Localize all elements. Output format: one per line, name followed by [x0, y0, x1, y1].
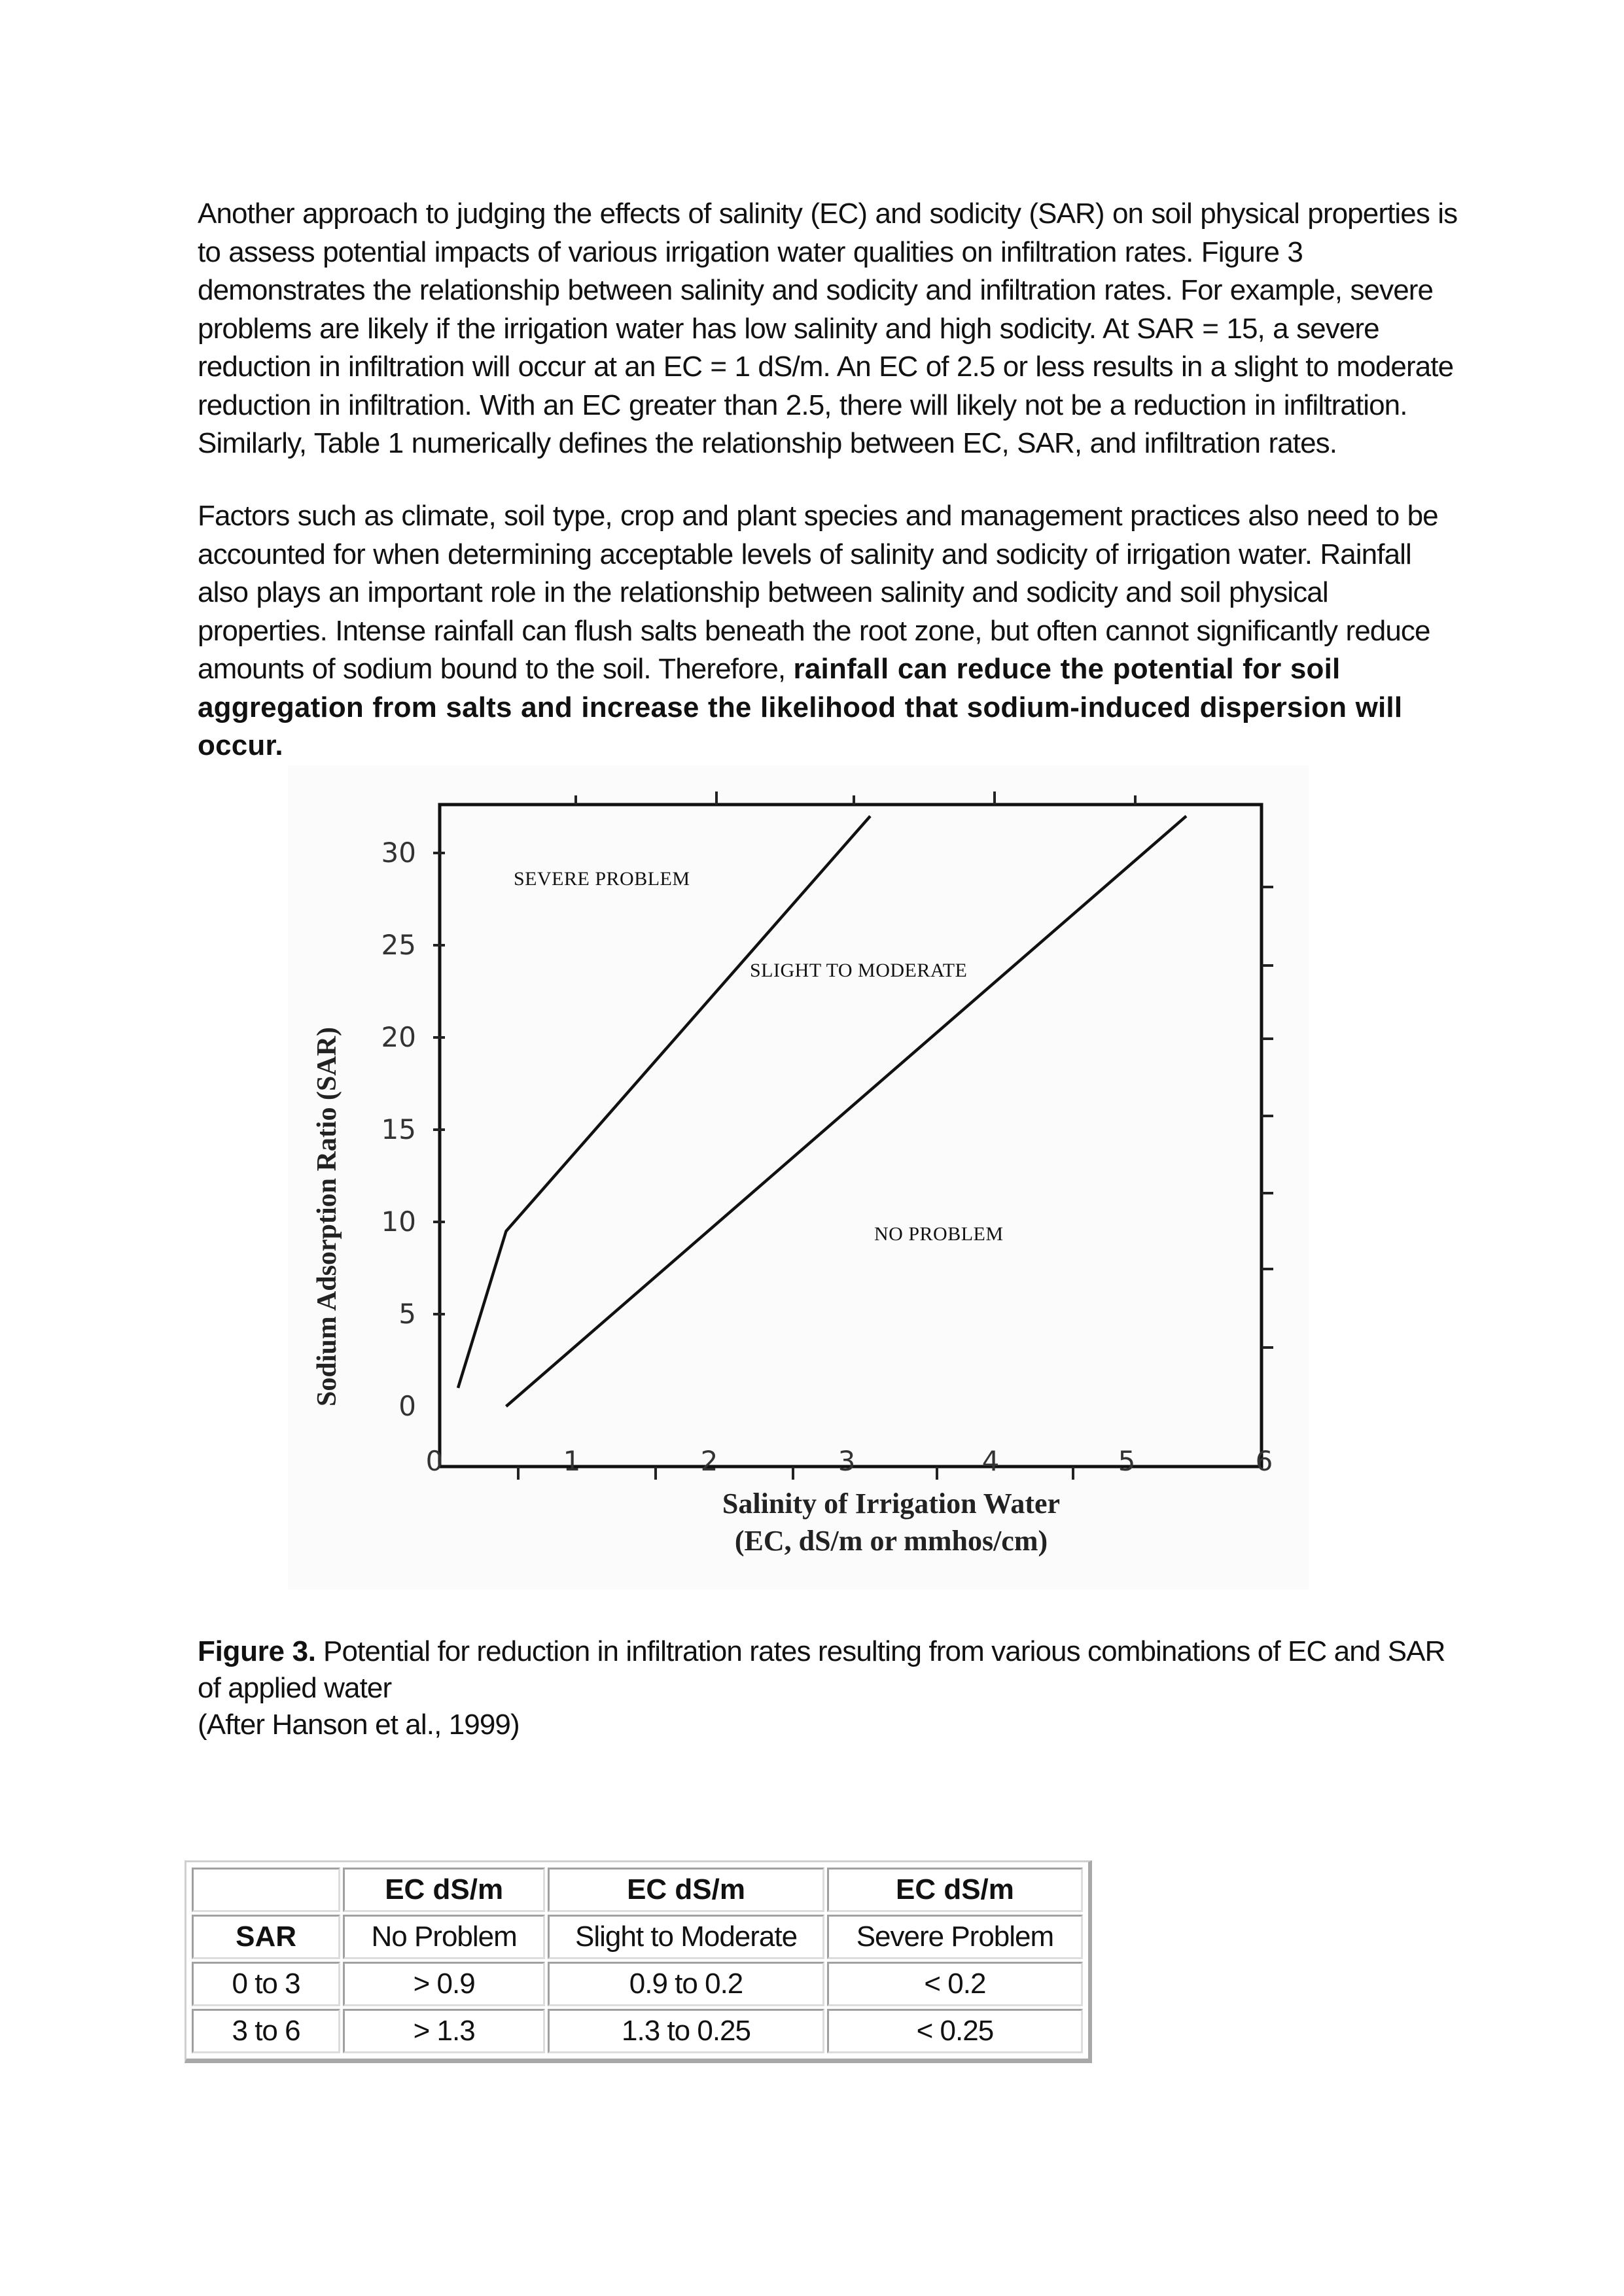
table-header-cell: EC dS/m — [827, 1868, 1083, 1912]
table-row — [192, 2009, 1083, 2053]
table-cell: 0 to 3 — [192, 1962, 340, 2006]
y-tick-label: 5 — [398, 1298, 416, 1330]
chart-svg — [288, 765, 1309, 1590]
figure-3-chart — [288, 765, 1309, 1590]
y-tick-label: 20 — [381, 1021, 416, 1053]
table-row-header-cell: SAR — [192, 1915, 340, 1959]
table-header-row — [192, 1868, 1083, 1912]
x-tick-label: 3 — [838, 1445, 856, 1477]
x-axis-label-units: (EC, dS/m or mmhos/cm) — [734, 1525, 1048, 1557]
table-cell: 1.3 to 0.25 — [548, 2009, 824, 2053]
table-header-cell: EC dS/m — [343, 1868, 545, 1912]
table-cell: < 0.25 — [827, 2009, 1083, 2053]
x-tick-label: 1 — [563, 1445, 581, 1477]
table-cell: > 1.3 — [343, 2009, 545, 2053]
y-tick-label: 30 — [381, 837, 416, 869]
paragraph-rainfall-factors — [198, 497, 1460, 765]
table-cell: < 0.2 — [827, 1962, 1083, 2006]
y-tick-label: 15 — [381, 1113, 416, 1145]
paragraph-text: Factors such as climate, soil type, crop and plant species and management practices also need to be accounted for when determining acceptable levels of salinity and sodicity of irrigation water. Rainfall also plays an important role in the relationship between salinity and sodicity and soil physical properties. Intense rainfall can flush salts beneath the root zone, but often cannot significantly reduce amounts of sodium bound to the soil. Therefore, — [198, 500, 1438, 685]
table-row — [192, 1962, 1083, 2006]
table-cell: > 0.9 — [343, 1962, 545, 2006]
table-cell: No Problem — [343, 1915, 545, 1959]
figure-caption-text: Potential for reduction in infiltration rates resulting from various combinations of EC and SAR of applied water — [198, 1635, 1445, 1704]
x-tick-label: 5 — [1118, 1445, 1136, 1477]
x-tick-label: 2 — [700, 1445, 718, 1477]
x-axis-label: Salinity of Irrigation Water — [722, 1487, 1061, 1520]
table-cell — [192, 1868, 340, 1912]
figure-caption-label: Figure 3. — [198, 1635, 316, 1667]
paragraph-bold-emphasis: rainfall can reduce the potential for soil aggregation from salts and increase the likelihood that sodium-induced dispersion will occur. — [198, 653, 1403, 761]
y-axis-label: Sodium Adsorption Ratio (SAR) — [312, 1027, 342, 1406]
ec-sar-table-grid — [189, 1865, 1086, 2056]
y-tick-label: 10 — [381, 1206, 416, 1238]
table-row — [192, 1915, 1083, 1959]
table-cell: Slight to Moderate — [548, 1915, 824, 1959]
x-tick-label: 0 — [425, 1445, 444, 1477]
y-tick-label: 0 — [398, 1390, 416, 1422]
region-label-slight-moderate: SLIGHT TO MODERATE — [750, 960, 968, 981]
figure-caption-source: (After Hanson et al., 1999) — [198, 1709, 520, 1741]
region-label-no-problem: NO PROBLEM — [874, 1223, 1004, 1245]
x-tick-label: 4 — [981, 1445, 1000, 1477]
region-label-severe: SEVERE PROBLEM — [514, 868, 690, 890]
y-tick-label: 25 — [381, 929, 416, 961]
table-header-cell: EC dS/m — [548, 1868, 824, 1912]
paragraph-salinity-infiltration: Another approach to judging the effects of salinity (EC) and sodicity (SAR) on soil physical properties is to assess potential impacts of various irrigation water qualities on infiltration rates. Figure 3 demonstrates the relationship between salinity and sodicity and infiltration rates. For example, severe problems are likely if the irrigation water has low salinity and high sodicity. At SAR = 15, a severe reduction in infiltration will occur at an EC = 1 dS/m. An EC of 2.5 or less results in a slight to moderate reduction in infiltration. With an EC greater than 2.5, there will likely not be a reduction in infiltration. Similarly, Table 1 numerically defines the relationship between EC, SAR, and infiltration rates. — [198, 198, 1458, 459]
table-cell: 3 to 6 — [192, 2009, 340, 2053]
table-cell: 0.9 to 0.2 — [548, 1962, 824, 2006]
ec-sar-table — [185, 1860, 1092, 2063]
table-cell: Severe Problem — [827, 1915, 1083, 1959]
figure-caption — [198, 1633, 1460, 1743]
x-tick-label: 6 — [1255, 1445, 1273, 1477]
